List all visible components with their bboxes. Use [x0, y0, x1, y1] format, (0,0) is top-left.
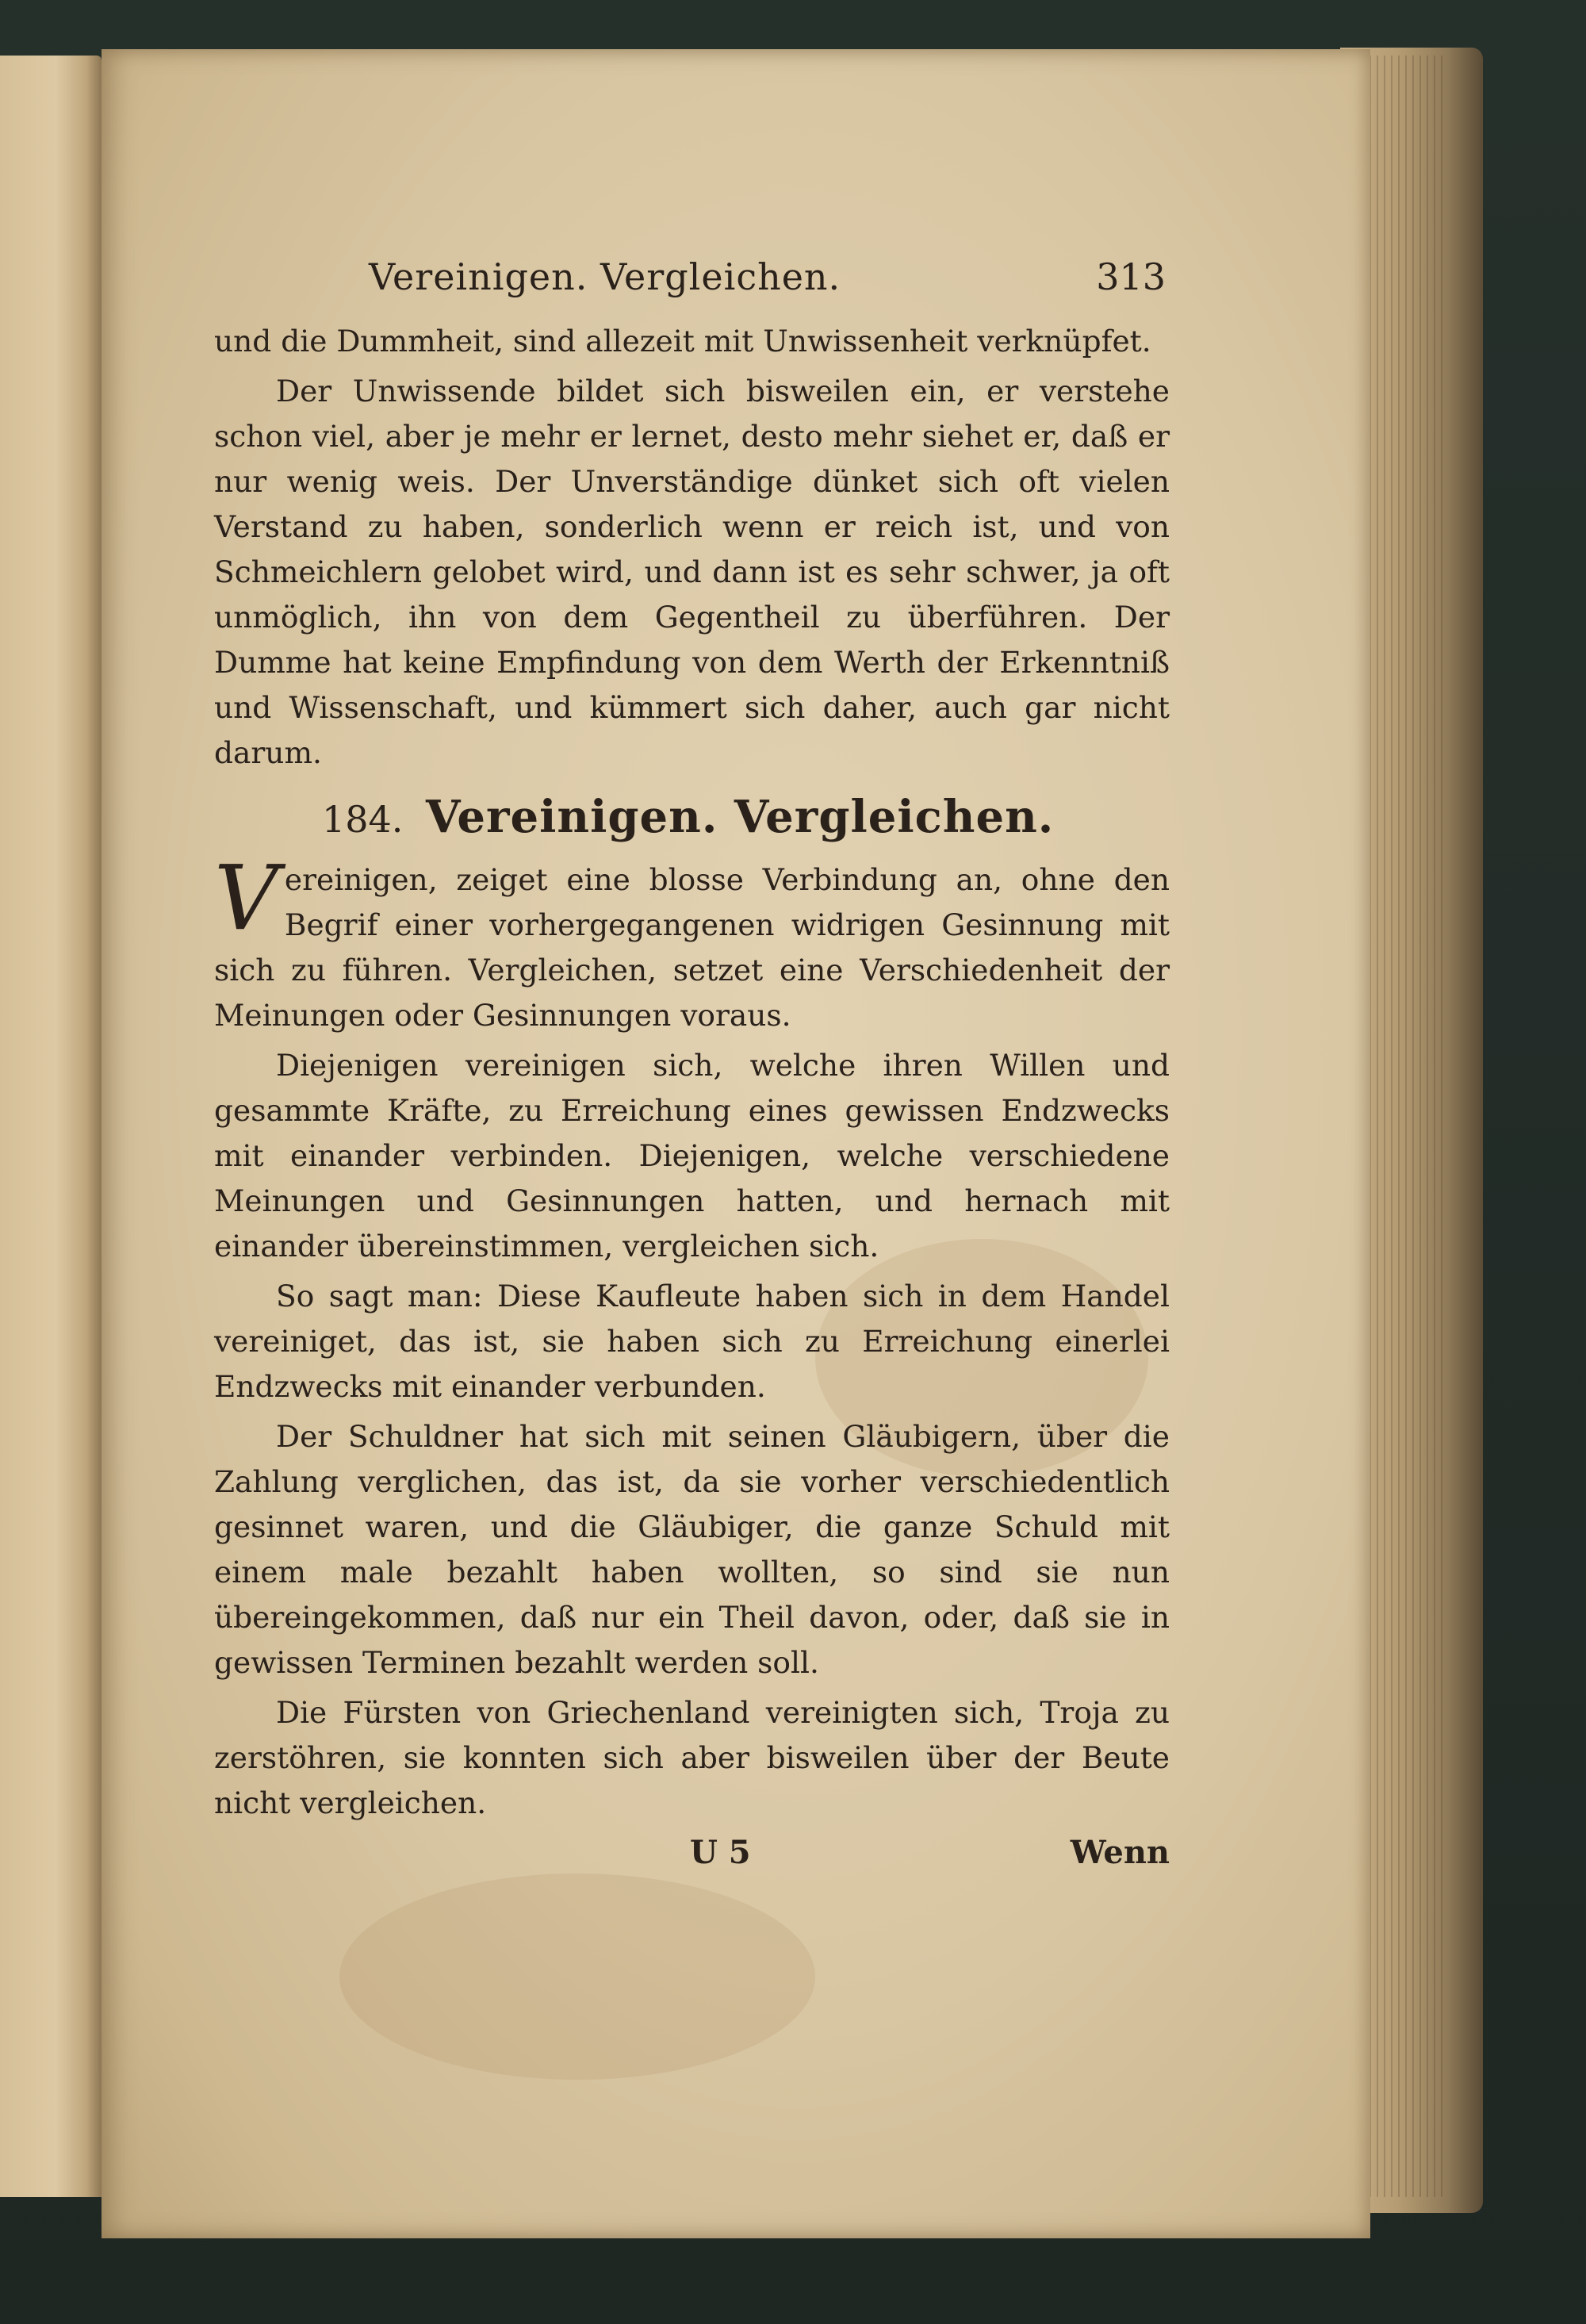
catchword: Wenn	[1070, 1834, 1170, 1871]
signature-mark: U 5	[690, 1834, 751, 1871]
section-first-paragraph	[214, 847, 1170, 1038]
paragraph: Die Fürsten von Griechenland vereinigten sich, Troja zu zerstöhren, sie konnten sich aber bisweilen über der Beute nicht vergleichen.	[214, 1695, 1170, 1820]
section-title: Vereinigen. Vergleichen.	[426, 791, 1055, 843]
page-number: 313	[1096, 255, 1166, 298]
running-head	[214, 247, 1170, 319]
paper-stain	[339, 1873, 815, 2080]
paragraph: Diejenigen vereinigen sich, welche ihren Willen und gesammte Kräfte, zu Erreichung eines gewissen Endzwecks mit einander verbinden. Diejenigen, welche verschiedene Meinungen und Gesinnungen hatten, und hernach mit einander übereinstimmen, vergleichen sich.	[214, 1048, 1170, 1264]
book-page	[102, 49, 1370, 2238]
running-head-title: Vereinigen. Vergleichen.	[369, 255, 841, 298]
drop-cap: V	[214, 847, 278, 950]
section-heading	[214, 793, 1170, 843]
paragraph-continuation: und die Dummheit, sind allezeit mit Unwissenheit verknüpfet.	[214, 324, 1151, 359]
previous-page-edge	[0, 56, 102, 2197]
section-number: 184.	[322, 798, 404, 841]
paragraph: Der Schuldner hat sich mit seinen Gläubigern, über die Zahlung verglichen, das ist, da sie vorher verschiedentlich gesinnet waren, und die Gläubiger, die ganze Schuld mit einem male bezahlt haben wollten, so sind sie nun übereingekommen, daß nur ein Theil davon, oder, daß sie in gewissen Terminen bezahlt werden soll.	[214, 1419, 1170, 1680]
first-paragraph-text: ereinigen, zeiget eine blosse Verbindung an, ohne den Begrif einer vorhergegangenen widrigen Gesinnung mit sich zu führen. Vergleichen, setzet eine Verschiedenheit der Meinungen oder Gesinnungen voraus.	[214, 862, 1170, 1033]
text-block	[214, 247, 1170, 1885]
page-footer	[214, 1829, 1170, 1885]
paragraph: So sagt man: Diese Kaufleute haben sich in dem Handel vereiniget, das ist, sie haben sich zu Erreichung einerlei Endzwecks mit einander verbunden.	[214, 1279, 1170, 1404]
paragraph: Der Unwissende bildet sich bisweilen ein, er verstehe schon viel, aber je mehr er lernet, desto mehr siehet er, daß er nur wenig weis. Der Unverständige dünket sich oft vielen Verstand zu haben, sonderlich wenn er reich ist, und von Schmeichlern gelobet wird, und dann ist es sehr schwer, ja oft unmöglich, ihn von dem Gegentheil zu überführen. Der Dumme hat keine Empfindung von dem Werth der Erkenntniß und Wissenschaft, und kümmert sich daher, auch gar nicht darum.	[214, 374, 1170, 770]
